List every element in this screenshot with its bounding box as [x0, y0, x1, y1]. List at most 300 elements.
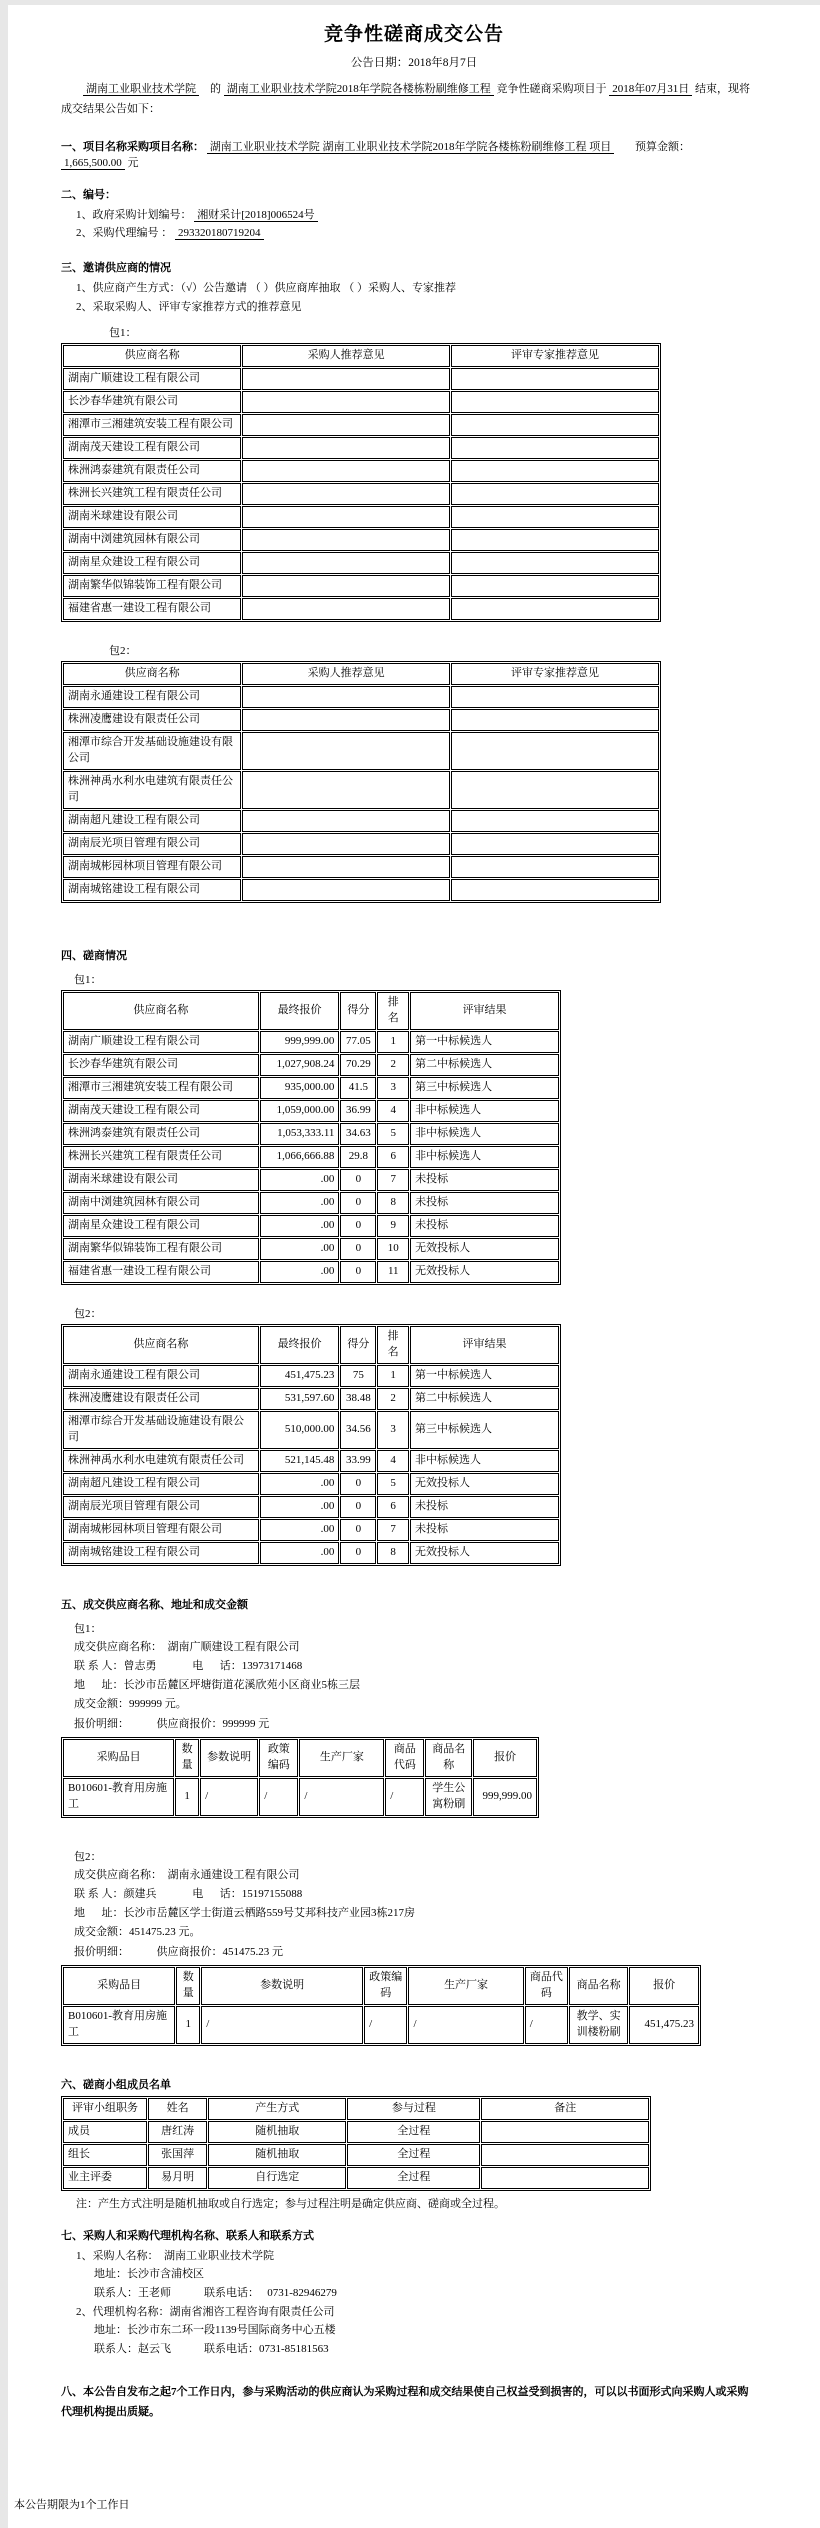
- supplier-name-cell: 福建省惠一建设工程有限公司: [63, 1261, 259, 1283]
- validity-period-note: 本公告期限为1个工作日: [14, 2499, 130, 2512]
- rank-cell: 10: [377, 1238, 409, 1260]
- table-header-row: [63, 1739, 537, 1777]
- column-header: 评审专家推荐意见: [451, 345, 659, 367]
- rank-cell: 7: [377, 1169, 409, 1191]
- panel-name-cell: 张国萍: [148, 2144, 207, 2166]
- review-result-cell: 非中标候选人: [410, 1100, 559, 1122]
- agent-number-line: [76, 224, 756, 243]
- review-result-cell: 第三中标候选人: [410, 1077, 559, 1099]
- bid-result-row: [63, 1123, 559, 1145]
- supplier-name-cell: 湖南超凡建设工程有限公司: [63, 1473, 259, 1495]
- column-header: 得分: [340, 992, 376, 1030]
- agency-address-line: 地址：长沙市东二环一段1139号国际商务中心五楼: [94, 2324, 336, 2337]
- buyer-address-line: 地址：长沙市含浦校区: [94, 2268, 204, 2281]
- winner-quote-line: 报价明细： 供应商报价：999999 元: [74, 1717, 270, 1730]
- winner-name-line: 成交供应商名称： 湖南永通建设工程有限公司: [74, 1868, 300, 1881]
- intro-connector: 的: [199, 83, 224, 95]
- rank-cell: 3: [377, 1411, 409, 1449]
- section-6-heading: 六、磋商小组成员名单: [61, 2078, 171, 2091]
- review-result-cell: 无效投标人: [410, 1261, 559, 1283]
- buyer-opinion-cell: [242, 414, 450, 436]
- supplier-name-cell: 湖南广顺建设工程有限公司: [63, 1031, 259, 1053]
- column-header: 数量: [176, 1967, 200, 2005]
- column-header: 产生方式: [208, 2098, 346, 2120]
- section-3-invited-suppliers: [61, 259, 756, 903]
- selection-method-cell: 随机抽取: [208, 2144, 346, 2166]
- bid-result-row: [63, 1215, 559, 1237]
- supplier-name-cell: 湖南星众建设工程有限公司: [63, 552, 241, 574]
- purchase-item-cell: B010601-教育用房施工: [63, 2006, 175, 2044]
- bid-result-row: [63, 1473, 559, 1495]
- expert-opinion-cell: [451, 552, 659, 574]
- column-header: 得分: [340, 1326, 376, 1364]
- column-header: 最终报价: [260, 992, 340, 1030]
- final-price-cell: 1,066,666.88: [260, 1146, 340, 1168]
- project-name-value: 湖南工业职业技术学院 湖南工业职业技术学院2018年学院各楼栋粉刷维修工程 项目: [207, 141, 615, 154]
- supplier-row: [63, 368, 659, 390]
- score-cell: 75: [340, 1365, 376, 1387]
- selection-method-cell: 自行选定: [208, 2167, 346, 2189]
- supplier-name-cell: 湖南米球建设有限公司: [63, 506, 241, 528]
- buyer-opinion-cell: [242, 833, 450, 855]
- buyer-opinion-cell: [242, 598, 450, 620]
- supplier-name-cell: 湖南城铭建设工程有限公司: [63, 879, 241, 901]
- panel-role-cell: 成员: [63, 2121, 147, 2143]
- bid-result-row: [63, 1519, 559, 1541]
- column-header: 评审小组职务: [63, 2098, 147, 2120]
- params-cell: /: [201, 2006, 363, 2044]
- column-header: 政策编码: [259, 1739, 298, 1777]
- section-5-winning-suppliers: [61, 1596, 756, 2046]
- manufacturer-cell: /: [299, 1778, 384, 1816]
- supplier-row: [63, 414, 659, 436]
- rank-cell: 9: [377, 1215, 409, 1237]
- supplier-row: [63, 575, 659, 597]
- review-result-cell: 未投标: [410, 1192, 559, 1214]
- final-price-cell: 1,027,908.24: [260, 1054, 340, 1076]
- score-cell: 0: [340, 1215, 376, 1237]
- supplier-name-cell: 湖南中浏建筑园林有限公司: [63, 1192, 259, 1214]
- bao1-label: 包1：: [74, 974, 102, 987]
- review-result-cell: 未投标: [410, 1215, 559, 1237]
- column-header: 最终报价: [260, 1326, 340, 1364]
- end-date-underlined: 2018年07月31日: [609, 83, 692, 96]
- expert-opinion-cell: [451, 460, 659, 482]
- column-header: 参数说明: [201, 1967, 363, 2005]
- supplier-row: [63, 437, 659, 459]
- review-result-cell: 第一中标候选人: [410, 1365, 559, 1387]
- expert-opinion-cell: [451, 437, 659, 459]
- buyer-name-underlined: 湖南工业职业技术学院: [83, 83, 199, 96]
- bao1-label: 包1：: [74, 1622, 102, 1635]
- supplier-name-cell: 湖南城彬园林项目管理有限公司: [63, 856, 241, 878]
- remark-cell: [481, 2167, 649, 2189]
- policy-code-cell: /: [259, 1778, 298, 1816]
- expert-opinion-cell: [451, 391, 659, 413]
- panel-member-row: [63, 2167, 649, 2189]
- table-header-row: [63, 2098, 649, 2120]
- section-2-numbers: [61, 186, 756, 243]
- bid-result-row: [63, 1542, 559, 1564]
- table-header-row: [63, 663, 659, 685]
- expert-opinion-cell: [451, 598, 659, 620]
- section-1-project-name: [61, 138, 756, 170]
- section-4-heading: 四、磋商情况: [61, 950, 127, 963]
- score-cell: 34.63: [340, 1123, 376, 1145]
- expert-opinion-cell: [451, 879, 659, 901]
- final-price-cell: 531,597.60: [260, 1388, 340, 1410]
- supplier-row: [63, 833, 659, 855]
- section-7-heading: 七、采购人和采购代理机构名称、联系人和联系方式: [61, 2229, 314, 2242]
- score-cell: 0: [340, 1192, 376, 1214]
- product-code-cell: /: [525, 2006, 568, 2044]
- score-cell: 0: [340, 1542, 376, 1564]
- section-6-panel-members: [61, 2076, 756, 2211]
- agency-contact-line: 联系人：赵云飞 联系电话：0731-85181563: [94, 2343, 329, 2356]
- document-content: [61, 80, 756, 2422]
- supplier-name-cell: 湖南广顺建设工程有限公司: [63, 368, 241, 390]
- supplier-name-cell: 株洲长兴建筑工程有限责任公司: [63, 1146, 259, 1168]
- agent-number-label: 2、采购代理编号 ：: [76, 227, 173, 240]
- table-header-row: [63, 1326, 559, 1364]
- intro-suffix-text: 结束，现将成交结果公告如下：: [61, 83, 750, 115]
- expert-opinion-cell: [451, 856, 659, 878]
- budget-amount: 1,665,500.00: [61, 157, 125, 170]
- product-name-cell: 教学、实训楼粉刷: [569, 2006, 628, 2044]
- supplier-name-cell: 湖南中浏建筑园林有限公司: [63, 529, 241, 551]
- buyer-contact-line: 联系人：王老师 联系电话： 0731-82946279: [94, 2287, 337, 2300]
- final-price-cell: 1,059,000.00: [260, 1100, 340, 1122]
- quantity-cell: 1: [176, 2006, 200, 2044]
- rank-cell: 8: [377, 1192, 409, 1214]
- manufacturer-cell: /: [408, 2006, 523, 2044]
- supplier-name-cell: 株洲长兴建筑工程有限责任公司: [63, 483, 241, 505]
- supplier-name-cell: 湖南永通建设工程有限公司: [63, 686, 241, 708]
- final-price-cell: .00: [260, 1519, 340, 1541]
- recommendation-line: 2、采取采购人、评审专家推荐方式的推荐意见: [76, 300, 302, 313]
- buyer-opinion-cell: [242, 460, 450, 482]
- section-4-negotiation: [61, 947, 756, 1566]
- rank-cell: 4: [377, 1450, 409, 1472]
- supplier-method-line: 1、供应商产生方式：（√）公告邀请 （ ）供应商库抽取 （ ）采购人、专家推荐: [76, 281, 457, 294]
- buyer-opinion-cell: [242, 391, 450, 413]
- participation-cell: 全过程: [347, 2121, 480, 2143]
- bao2-negotiation-table: [61, 1324, 561, 1566]
- buyer-opinion-cell: [242, 879, 450, 901]
- section-2-heading: 二、编号：: [61, 188, 116, 201]
- review-result-cell: 未投标: [410, 1519, 559, 1541]
- buyer-opinion-cell: [242, 709, 450, 731]
- buyer-opinion-cell: [242, 810, 450, 832]
- buyer-opinion-cell: [242, 437, 450, 459]
- rank-cell: 4: [377, 1100, 409, 1122]
- expert-opinion-cell: [451, 529, 659, 551]
- review-result-cell: 无效投标人: [410, 1542, 559, 1564]
- review-result-cell: 第一中标候选人: [410, 1031, 559, 1053]
- supplier-name-cell: 株洲凌鹰建设有限责任公司: [63, 1388, 259, 1410]
- product-name-cell: 学生公寓粉刷: [425, 1778, 472, 1816]
- supplier-name-cell: 湖南星众建设工程有限公司: [63, 1215, 259, 1237]
- score-cell: 0: [340, 1519, 376, 1541]
- column-header: 供应商名称: [63, 345, 241, 367]
- supplier-name-cell: 湖南超凡建设工程有限公司: [63, 810, 241, 832]
- bao1-negotiation-table: [61, 990, 561, 1285]
- column-header: 政策编码: [364, 1967, 407, 2005]
- final-price-cell: 510,000.00: [260, 1411, 340, 1449]
- project-name-underlined: 湖南工业职业技术学院2018年学院各楼栋粉刷维修工程: [224, 83, 494, 96]
- column-header: 采购品目: [63, 1967, 175, 2005]
- supplier-name-cell: 湖南繁华似锦装饰工程有限公司: [63, 1238, 259, 1260]
- panel-name-cell: 易月明: [148, 2167, 207, 2189]
- buyer-opinion-cell: [242, 368, 450, 390]
- column-header: 评审专家推荐意见: [451, 663, 659, 685]
- review-result-cell: 第三中标候选人: [410, 1411, 559, 1449]
- section-1-heading: 一、项目名称采购项目名称：: [61, 140, 204, 153]
- quote-price-cell: 451,475.23: [629, 2006, 699, 2044]
- supplier-row: [63, 709, 659, 731]
- quantity-cell: 1: [175, 1778, 199, 1816]
- supplier-row: [63, 771, 659, 809]
- column-header: 评审结果: [410, 992, 559, 1030]
- budget-label: 预算金额：: [635, 140, 690, 153]
- bid-result-row: [63, 1031, 559, 1053]
- panel-role-cell: 组长: [63, 2144, 147, 2166]
- item-detail-row: [63, 2006, 699, 2044]
- section-3-heading: 三、邀请供应商的情况: [61, 261, 171, 274]
- column-header: 商品代码: [385, 1739, 424, 1777]
- column-header: 供应商名称: [63, 992, 259, 1030]
- supplier-name-cell: 湖南茂天建设工程有限公司: [63, 437, 241, 459]
- section-5-heading: 五、成交供应商名称、地址和成交金额: [61, 1598, 248, 1611]
- supplier-row: [63, 483, 659, 505]
- column-header: 排名: [377, 992, 409, 1030]
- rank-cell: 1: [377, 1365, 409, 1387]
- winner-contact-line: 联 系 人：曾志勇 电 话：13973171468: [74, 1659, 303, 1672]
- rank-cell: 6: [377, 1496, 409, 1518]
- bid-result-row: [63, 1238, 559, 1260]
- supplier-name-cell: 湖南米球建设有限公司: [63, 1169, 259, 1191]
- participation-cell: 全过程: [347, 2167, 480, 2189]
- buyer-opinion-cell: [242, 575, 450, 597]
- winner-amount-line: 成交金额：999999 元。: [74, 1698, 187, 1711]
- final-price-cell: .00: [260, 1192, 340, 1214]
- supplier-row: [63, 460, 659, 482]
- supplier-row: [63, 506, 659, 528]
- budget-unit: 元: [127, 156, 139, 169]
- score-cell: 0: [340, 1473, 376, 1495]
- column-header: 商品名称: [569, 1967, 628, 2005]
- bao2-label: 包2：: [109, 645, 137, 658]
- column-header: 数量: [175, 1739, 199, 1777]
- expert-opinion-cell: [451, 414, 659, 436]
- buyer-opinion-cell: [242, 483, 450, 505]
- supplier-name-cell: 湖南城铭建设工程有限公司: [63, 1542, 259, 1564]
- rank-cell: 2: [377, 1054, 409, 1076]
- supplier-row: [63, 856, 659, 878]
- bid-result-row: [63, 1146, 559, 1168]
- column-header: 评审结果: [410, 1326, 559, 1364]
- final-price-cell: 935,000.00: [260, 1077, 340, 1099]
- winner-name-line: 成交供应商名称： 湖南广顺建设工程有限公司: [74, 1640, 300, 1653]
- final-price-cell: 1,053,333.11: [260, 1123, 340, 1145]
- bid-result-row: [63, 1100, 559, 1122]
- score-cell: 29.8: [340, 1146, 376, 1168]
- final-price-cell: .00: [260, 1542, 340, 1564]
- supplier-name-cell: 湖南辰光项目管理有限公司: [63, 1496, 259, 1518]
- bao1-recommendation-table: [61, 343, 661, 622]
- column-header: 供应商名称: [63, 663, 241, 685]
- rank-cell: 1: [377, 1031, 409, 1053]
- buyer-opinion-cell: [242, 529, 450, 551]
- buyer-opinion-cell: [242, 506, 450, 528]
- announcement-page: [8, 5, 820, 2528]
- expert-opinion-cell: [451, 833, 659, 855]
- plan-number-line: [76, 206, 756, 225]
- supplier-row: [63, 552, 659, 574]
- rank-cell: 5: [377, 1473, 409, 1495]
- buyer-opinion-cell: [242, 732, 450, 770]
- review-result-cell: 非中标候选人: [410, 1123, 559, 1145]
- supplier-row: [63, 529, 659, 551]
- winner-contact-line: 联 系 人：颜建兵 电 话：15197155088: [74, 1887, 303, 1900]
- review-result-cell: 非中标候选人: [410, 1450, 559, 1472]
- review-result-cell: 无效投标人: [410, 1238, 559, 1260]
- policy-code-cell: /: [364, 2006, 407, 2044]
- score-cell: 41.5: [340, 1077, 376, 1099]
- rank-cell: 5: [377, 1123, 409, 1145]
- rank-cell: 6: [377, 1146, 409, 1168]
- purchase-item-cell: B010601-教育用房施工: [63, 1778, 174, 1816]
- supplier-name-cell: 株洲鸿泰建筑有限责任公司: [63, 460, 241, 482]
- review-result-cell: 第二中标候选人: [410, 1388, 559, 1410]
- rank-cell: 2: [377, 1388, 409, 1410]
- column-header: 生产厂家: [299, 1739, 384, 1777]
- panel-members-table: [61, 2096, 651, 2191]
- table-header-row: [63, 1967, 699, 2005]
- column-header: 商品代码: [525, 1967, 568, 2005]
- winner-address-line: 地 址：长沙市岳麓区学士街道云栖路559号艾邦科技产业园3栋217房: [74, 1907, 415, 1920]
- rank-cell: 11: [377, 1261, 409, 1283]
- column-header: 参数说明: [200, 1739, 258, 1777]
- winner-amount-line: 成交金额：451475.23 元。: [74, 1926, 201, 1939]
- panel-name-cell: 唐红涛: [148, 2121, 207, 2143]
- supplier-name-cell: 株洲鸿泰建筑有限责任公司: [63, 1123, 259, 1145]
- column-header: 商品名称: [425, 1739, 472, 1777]
- expert-opinion-cell: [451, 506, 659, 528]
- bid-result-row: [63, 1054, 559, 1076]
- buyer-opinion-cell: [242, 771, 450, 809]
- remark-cell: [481, 2121, 649, 2143]
- final-price-cell: 521,145.48: [260, 1450, 340, 1472]
- buyer-name-line: 1、采购人名称： 湖南工业职业技术学院: [76, 2249, 274, 2262]
- section-8-objection-notice: 八、本公告自发布之起7个工作日内，参与采购活动的供应商认为采购过程和成交结果使自己权益受到损害的，可以以书面形式向采购人或采购代理机构提出质疑。: [61, 2385, 749, 2418]
- review-result-cell: 未投标: [410, 1169, 559, 1191]
- score-cell: 0: [340, 1169, 376, 1191]
- rank-cell: 7: [377, 1519, 409, 1541]
- expert-opinion-cell: [451, 686, 659, 708]
- supplier-name-cell: 湘潭市综合开发基础设施建设有限公司: [63, 1411, 259, 1449]
- score-cell: 38.48: [340, 1388, 376, 1410]
- review-result-cell: 第二中标候选人: [410, 1054, 559, 1076]
- column-header: 采购品目: [63, 1739, 174, 1777]
- panel-member-row: [63, 2144, 649, 2166]
- agent-number-value: 293320180719204: [175, 227, 264, 240]
- final-price-cell: .00: [260, 1238, 340, 1260]
- page-title: 竞争性磋商成交公告: [323, 24, 504, 45]
- bao2-label: 包2：: [74, 1850, 102, 1863]
- supplier-name-cell: 株洲凌鹰建设有限责任公司: [63, 709, 241, 731]
- section-7-contacts: [61, 2227, 756, 2359]
- column-header: 备注: [481, 2098, 649, 2120]
- supplier-name-cell: 湘潭市三湘建筑安装工程有限公司: [63, 414, 241, 436]
- supplier-row: [63, 598, 659, 620]
- column-header: 姓名: [148, 2098, 207, 2120]
- bid-result-row: [63, 1411, 559, 1449]
- supplier-row: [63, 391, 659, 413]
- expert-opinion-cell: [451, 368, 659, 390]
- final-price-cell: .00: [260, 1496, 340, 1518]
- plan-number-value: 湘财采计[2018]006524号: [194, 209, 317, 222]
- score-cell: 77.05: [340, 1031, 376, 1053]
- announcement-date: 公告日期：2018年8月7日: [350, 57, 478, 69]
- supplier-name-cell: 湖南茂天建设工程有限公司: [63, 1100, 259, 1122]
- score-cell: 0: [340, 1238, 376, 1260]
- supplier-name-cell: 株洲神禹水利水电建筑有限责任公司: [63, 771, 241, 809]
- final-price-cell: .00: [260, 1261, 340, 1283]
- bao2-label: 包2：: [74, 1307, 102, 1320]
- participation-cell: 全过程: [347, 2144, 480, 2166]
- bao2-recommendation-table: [61, 661, 661, 903]
- supplier-row: [63, 879, 659, 901]
- bid-result-row: [63, 1192, 559, 1214]
- bid-result-row: [63, 1365, 559, 1387]
- supplier-name-cell: 湖南辰光项目管理有限公司: [63, 833, 241, 855]
- supplier-name-cell: 福建省惠一建设工程有限公司: [63, 598, 241, 620]
- bid-result-row: [63, 1450, 559, 1472]
- supplier-row: [63, 732, 659, 770]
- params-cell: /: [200, 1778, 258, 1816]
- supplier-row: [63, 810, 659, 832]
- panel-note: 注：产生方式注明是随机抽取或自行选定；参与过程注明是确定供应商、磋商或全过程。: [76, 2197, 505, 2210]
- buyer-opinion-cell: [242, 686, 450, 708]
- column-header: 采购人推荐意见: [242, 663, 450, 685]
- column-header: 供应商名称: [63, 1326, 259, 1364]
- supplier-name-cell: 湖南繁华似锦装饰工程有限公司: [63, 575, 241, 597]
- remark-cell: [481, 2144, 649, 2166]
- supplier-name-cell: 长沙春华建筑有限公司: [63, 391, 241, 413]
- final-price-cell: .00: [260, 1473, 340, 1495]
- supplier-name-cell: 湖南永通建设工程有限公司: [63, 1365, 259, 1387]
- quote-price-cell: 999,999.00: [473, 1778, 537, 1816]
- expert-opinion-cell: [451, 810, 659, 832]
- final-price-cell: 451,475.23: [260, 1365, 340, 1387]
- score-cell: 36.99: [340, 1100, 376, 1122]
- selection-method-cell: 随机抽取: [208, 2121, 346, 2143]
- supplier-row: [63, 686, 659, 708]
- rank-cell: 3: [377, 1077, 409, 1099]
- table-header-row: [63, 345, 659, 367]
- winner-quote-line: 报价明细： 供应商报价：451475.23 元: [74, 1945, 283, 1958]
- supplier-name-cell: 湘潭市综合开发基础设施建设有限公司: [63, 732, 241, 770]
- table-header-row: [63, 992, 559, 1030]
- expert-opinion-cell: [451, 732, 659, 770]
- final-price-cell: .00: [260, 1169, 340, 1191]
- product-code-cell: /: [385, 1778, 424, 1816]
- expert-opinion-cell: [451, 575, 659, 597]
- review-result-cell: 非中标候选人: [410, 1146, 559, 1168]
- column-header: 排名: [377, 1326, 409, 1364]
- supplier-name-cell: 株洲神禹水利水电建筑有限责任公司: [63, 1450, 259, 1472]
